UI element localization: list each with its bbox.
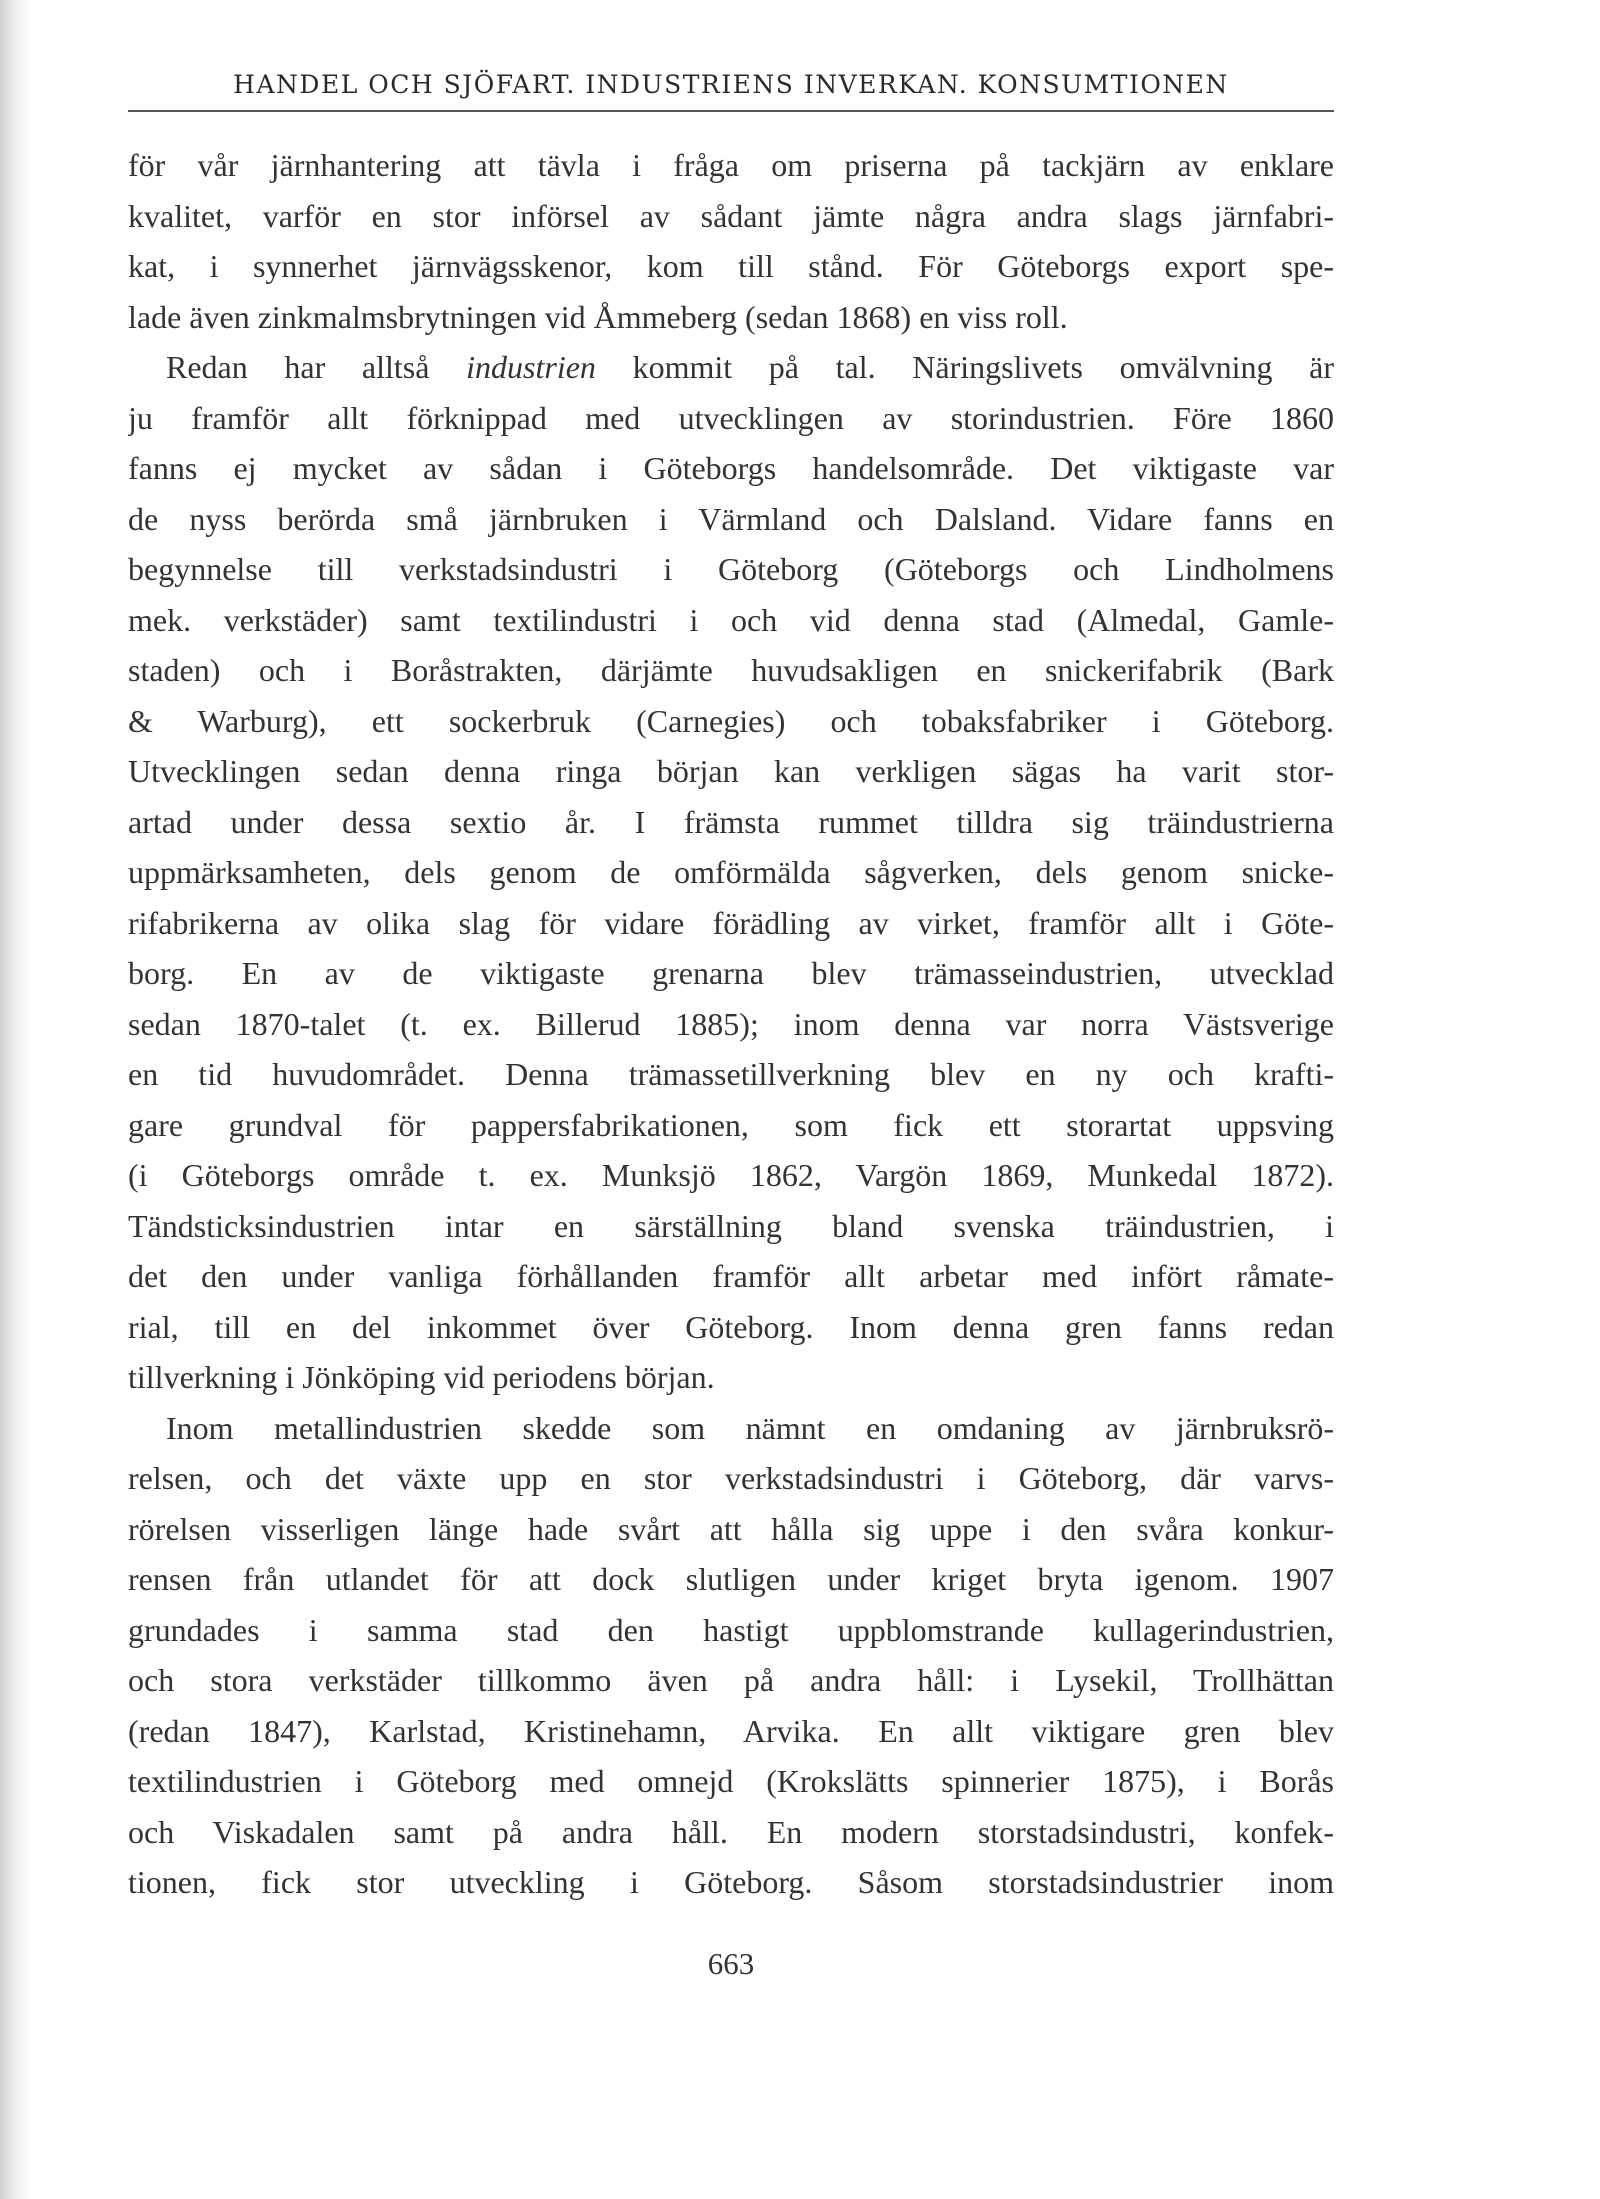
body-text: [128, 140, 1334, 1908]
text-line: borg. En av de viktigaste grenarna blev trämasseindustrien, utvecklad: [128, 955, 1334, 991]
text-line: och stora verkstäder tillkommo även på andra håll: i Lysekil, Trollhättan: [128, 1662, 1334, 1698]
text-line: för vår järnhantering att tävla i fråga om priserna på tackjärn av enklare: [128, 147, 1334, 183]
text-line: mek. verkstäder) samt textilindustri i och vid denna stad (Almedal, Gamle-: [128, 601, 1334, 638]
text-line: gare grundval för pappersfabrikationen, som fick ett storartat uppsving: [128, 1106, 1334, 1143]
text-line: rial, till en del inkommet över Göteborg. Inom denna gren fanns redan: [128, 1308, 1334, 1345]
text-line: (i Göteborgs område t. ex. Munksjö 1862, Vargön 1869, Munkedal 1872).: [128, 1157, 1334, 1193]
text-line: [128, 342, 1334, 393]
text-line: tionen, fick stor utveckling i Göteborg. Såsom storstadsindustrier inom: [128, 1864, 1334, 1900]
text-line: & Warburg), ett sockerbruk (Carnegies) och tobaksfabriker i Göteborg.: [128, 702, 1334, 739]
text-line: ju framför allt förknippad med utvecklingen av storindustrien. Före 1860: [128, 399, 1334, 436]
text-line: textilindustrien i Göteborg med omnejd (Krokslätts spinnerier 1875), i Borås: [128, 1763, 1334, 1799]
text-line: tillverkning i Jönköping vid periodens början.: [128, 1359, 715, 1395]
paragraph-1: [128, 140, 1334, 342]
text-line: de nyss berörda små järnbruken i Värmland och Dalsland. Vidare fanns en: [128, 500, 1334, 537]
text-line: fanns ej mycket av sådan i Göteborgs handelsområde. Det viktigaste var: [128, 450, 1334, 486]
page: [128, 70, 1334, 1981]
text-line: det den under vanliga förhållanden framför allt arbetar med infört råmate-: [128, 1258, 1334, 1294]
text-line: staden) och i Boråstrakten, därjämte huvudsakligen en snickerifabrik (Bark: [128, 652, 1334, 688]
emphasis-industrien: industrien: [466, 349, 596, 385]
page-number: 663: [707, 1946, 755, 1981]
text-line: Inom metallindustrien skedde som nämnt en omdaning av järnbruksrö-: [166, 1409, 1334, 1446]
text-run: Redan har alltså: [166, 349, 467, 385]
text-line: Utvecklingen sedan denna ringa början kan verkligen sägas ha varit stor-: [128, 753, 1334, 789]
text-line: en tid huvudområdet. Denna trämassetillverkning blev en ny och krafti-: [128, 1056, 1334, 1092]
text-line: (redan 1847), Karlstad, Kristinehamn, Arvika. En allt viktigare gren blev: [128, 1712, 1334, 1749]
text-line: artad under dessa sextio år. I främsta rummet tilldra sig träindustrierna: [128, 803, 1334, 840]
text-line: rörelsen visserligen länge hade svårt att hålla sig uppe i den svåra konkur-: [128, 1510, 1334, 1547]
text-line: sedan 1870-talet (t. ex. Billerud 1885); inom denna var norra Västsverige: [128, 1005, 1334, 1042]
binding-edge: [0, 0, 30, 2199]
text-line: rifabrikerna av olika slag för vidare förädling av virket, framför allt i Göte-: [128, 904, 1334, 941]
text-line: kat, i synnerhet järnvägsskenor, kom till stånd. För Göteborgs export spe-: [128, 248, 1334, 284]
text-line: Tändsticksindustrien intar en särställning bland svenska träindustrien, i: [128, 1207, 1334, 1244]
text-line: och Viskadalen samt på andra håll. En modern storstadsindustri, konfek-: [128, 1813, 1334, 1850]
text-line: grundades i samma stad den hastigt uppblomstrande kullagerindustrien,: [128, 1611, 1334, 1648]
text-line: relsen, och det växte upp en stor verkstadsindustri i Göteborg, där varvs-: [128, 1460, 1334, 1496]
text-line: uppmärksamheten, dels genom de omförmälda sågverken, dels genom snicke-: [128, 854, 1334, 890]
text-line: rensen från utlandet för att dock slutligen under kriget bryta igenom. 1907: [128, 1561, 1334, 1597]
text-line: lade även zinkmalmsbrytningen vid Åmmeberg (sedan 1868) en viss roll.: [128, 298, 1068, 335]
text-line: kvalitet, varför en stor införsel av sådant jämte några andra slags järnfabri-: [128, 197, 1334, 234]
paragraph-3: [128, 1403, 1334, 1908]
running-head: HANDEL OCH SJÖFART. INDUSTRIENS INVERKAN. KONSUMTIONEN: [128, 70, 1334, 112]
text-line: begynnelse till verkstadsindustri i Göteborg (Göteborgs och Lindholmens: [128, 551, 1334, 587]
text-run: kommit på tal. Näringslivets omvälvning är: [595, 349, 1334, 385]
paragraph-2: [128, 342, 1334, 1403]
